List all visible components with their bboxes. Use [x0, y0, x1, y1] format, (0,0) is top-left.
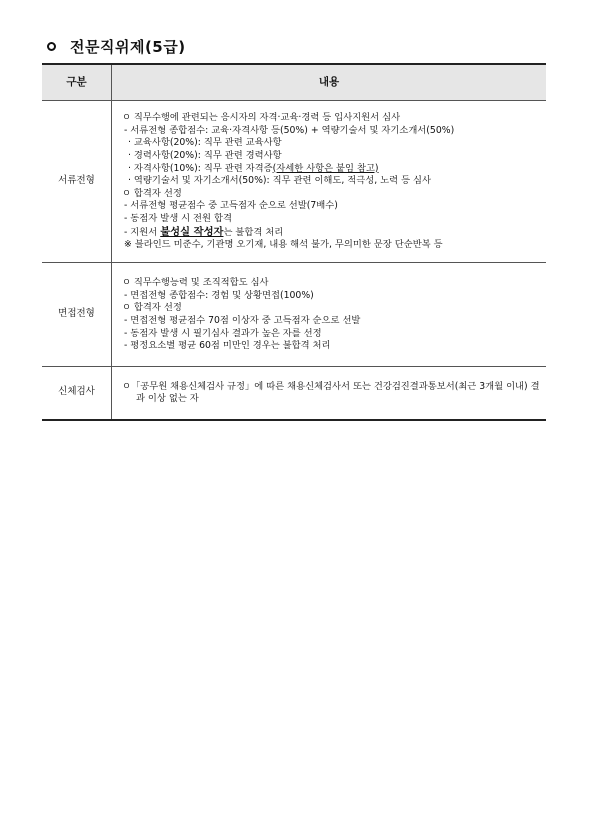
table-row-document-screening	[42, 101, 546, 263]
emphasized-text: 불성실 작성자	[160, 225, 224, 238]
content-line: - 면접전형 종합점수: 경험 및 상황면접(100%)	[124, 289, 314, 301]
note-line: ※ 블라인드 미준수, 기관명 오기재, 내용 해석 불가, 무의미한 문장 단순반복 등	[124, 239, 443, 251]
content-line	[122, 226, 542, 240]
section-heading	[47, 36, 186, 57]
table-row-physical-exam	[42, 367, 546, 420]
row-content-interview	[112, 263, 547, 367]
table-row-interview	[42, 263, 546, 367]
content-line: - 동점자 발생 시 전원 합격	[124, 212, 232, 224]
content-line: - 서류전형 평균점수 중 고득점자 순으로 선발(7배수)	[124, 200, 338, 212]
table-header-row	[42, 64, 546, 101]
row-label-physical-exam: 신체검사	[42, 367, 112, 420]
content-line: · 역량기술서 및 자기소개서(50%): 직무 관련 이해도, 적극성, 노력 등 심사	[128, 175, 431, 187]
content-line: - 동점자 발생 시 필기심사 결과가 높은 자를 선정	[124, 327, 322, 339]
section-title: 전문직위제(5급)	[70, 38, 186, 56]
content-line: ㅇ 합격자 선정	[122, 302, 182, 314]
content-line	[122, 163, 542, 176]
row-label-interview: 면접전형	[42, 263, 112, 367]
attachment-reference: (자세한 사항은 붙임 참고)	[272, 162, 379, 174]
content-text: · 자격사항(10%): 직무 관련 자격증	[128, 162, 273, 174]
header-category: 구분	[42, 64, 112, 101]
content-line: ㅇ 직무수행에 관련되는 응시자의 자격·교육·경력 등 입사지원서 심사	[122, 112, 401, 124]
selection-criteria-table	[42, 63, 546, 421]
content-text: 는 불합격 처리	[223, 226, 284, 238]
content-text: - 지원서	[124, 226, 161, 238]
row-content-document-screening	[112, 101, 547, 263]
row-content-physical-exam	[112, 367, 547, 420]
row-label-document-screening: 서류전형	[42, 101, 112, 263]
content-line: · 경력사항(20%): 직무 관련 경력사항	[128, 150, 282, 162]
content-line: - 평정요소별 평균 60점 미만인 경우는 불합격 처리	[124, 340, 331, 352]
content-line: - 면접전형 평균점수 70점 이상자 중 고득점자 순으로 선발	[124, 315, 361, 326]
circle-bullet-icon	[47, 42, 56, 51]
content-line: ㅇ 합격자 선정	[122, 187, 182, 199]
content-paragraph: ㅇ「공무원 채용신체검사 규정」에 따른 채용신체검사서 또는 건강검진결과통보서(최근 3개월 이내) 결과 이상 없는 자	[122, 380, 540, 405]
content-line: ㅇ 직무수행능력 및 조직적합도 심사	[122, 277, 269, 289]
header-content: 내용	[112, 64, 547, 101]
content-line: · 교육사항(20%): 직무 관련 교육사항	[128, 137, 282, 149]
content-line: - 서류전형 종합점수: 교육·자격사항 등(50%) + 역량기술서 및 자기소개서(50%)	[124, 124, 455, 136]
